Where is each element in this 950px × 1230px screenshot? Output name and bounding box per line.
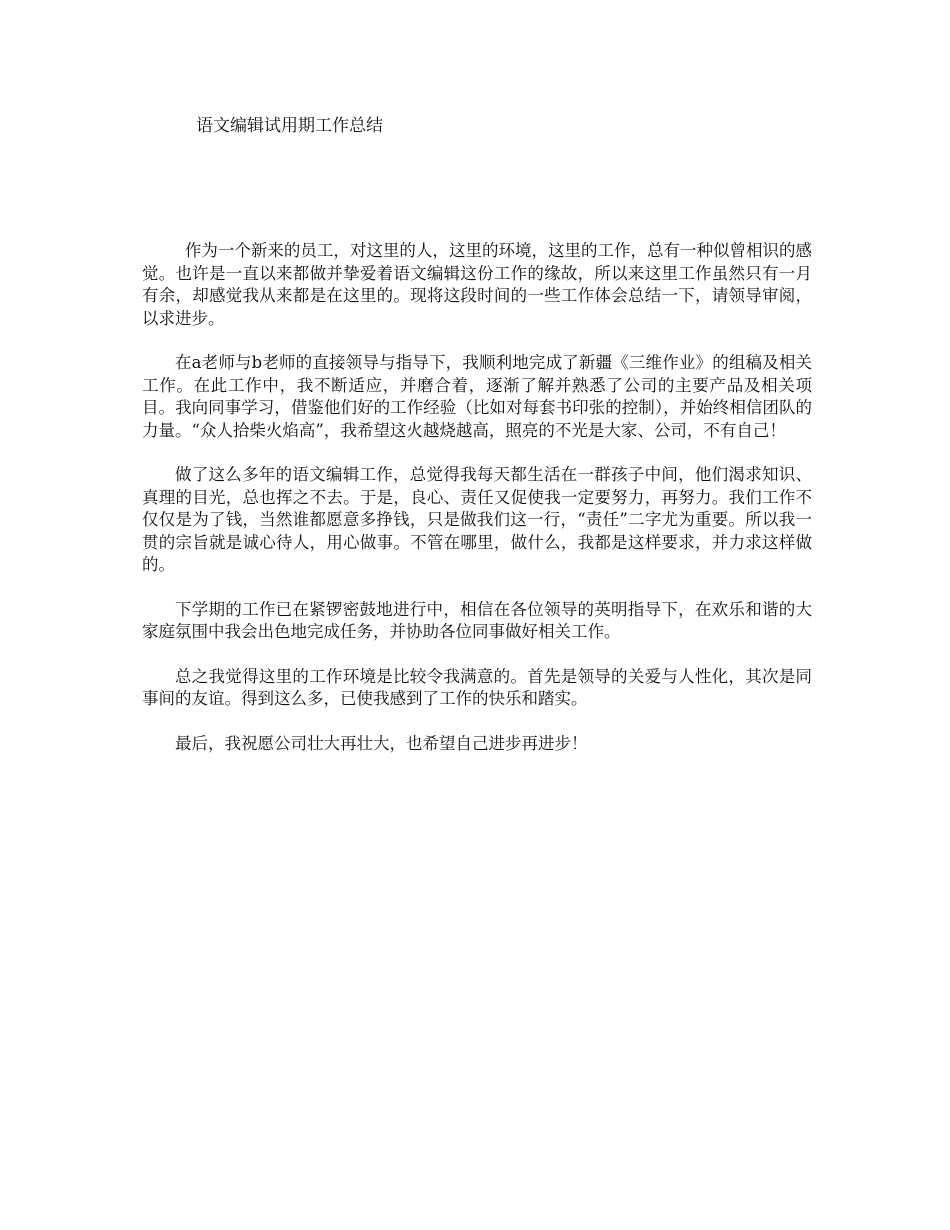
paragraph-satisfaction: 总之我觉得这里的工作环境是比较令我满意的。首先是领导的关爱与人性化，其次是同事间的友谊。得到这么多，已使我感到了工作的快乐和踏实。	[142, 666, 812, 708]
paragraph-next-term: 下学期的工作已在紧锣密鼓地进行中，相信在各位领导的英明指导下，在欢乐和谐的大家庭氛围中我会出色地完成任务，并协助各位同事做好相关工作。	[142, 599, 812, 641]
paragraph-responsibility: 做了这么多年的语文编辑工作，总觉得我每天都生活在一群孩子中间，他们渴求知识、真理的目光，总也挥之不去。于是，良心、责任又促使我一定要努力，再努力。我们工作不仅仅是为了钱，当然谁都愿意多挣钱，只是做我们这一行，“责任”二字尤为重要。所以我一贯的宗旨就是诚心待人，用心做事。不管在哪里，做什么，我都是这样要求，并力求这样做的。	[142, 465, 812, 574]
document-title: 语文编辑试用期工作总结	[196, 116, 383, 136]
paragraph-intro: 作为一个新来的员工，对这里的人，这里的环境，这里的工作，总有一种似曾相识的感觉。也许是一直以来都做并挚爱着语文编辑这份工作的缘故，所以来这里工作虽然只有一月有余，却感觉我从来都是在这里的。现将这段时间的一些工作体会总结一下，请领导审阅，以求进步。	[142, 241, 812, 328]
paragraph-work-completed: 在a老师与b老师的直接领导与指导下，我顺利地完成了新疆《三维作业》的组稿及相关工作。在此工作中，我不断适应，并磨合着，逐渐了解并熟悉了公司的主要产品及相关项目。我向同事学习，借鉴他们好的工作经验（比如对每套书印张的控制），并始终相信团队的力量。“众人拾柴火焰高”，我希望这火越烧越高，照亮的不光是大家、公司，不有自己！	[142, 353, 812, 440]
paragraph-closing: 最后，我祝愿公司壮大再壮大，也希望自己进步再进步！	[175, 733, 588, 753]
document-body	[142, 240, 812, 777]
